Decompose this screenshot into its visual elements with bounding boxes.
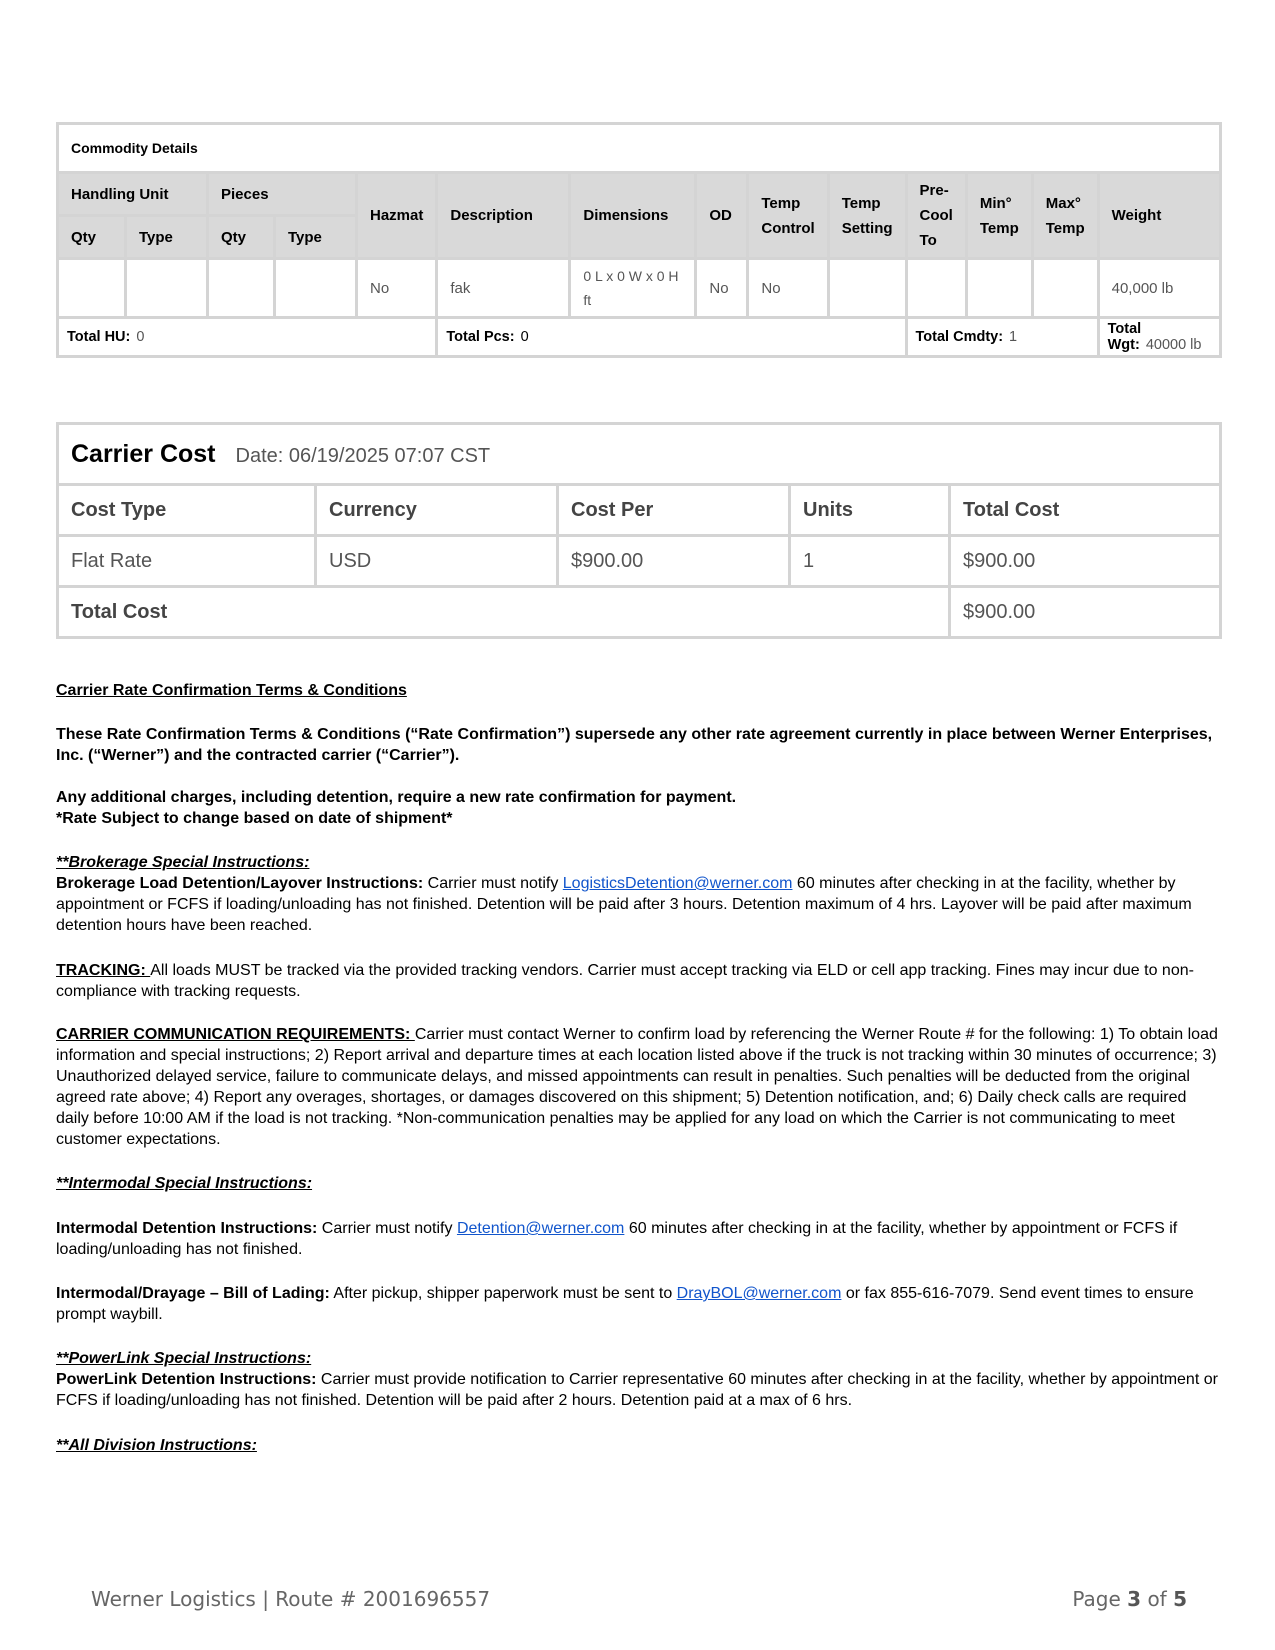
col-dimensions: Dimensions <box>570 173 696 259</box>
col-total-cost: Total Cost <box>950 485 1221 536</box>
col-pc-type: Type <box>275 216 357 259</box>
commodity-title: Commodity Details <box>58 124 1221 173</box>
cell-temp-setting <box>828 259 906 318</box>
terms-heading: Carrier Rate Confirmation Terms & Conditions <box>56 682 407 699</box>
brokerage-instructions <box>56 873 1220 936</box>
brokerage-text-post: 60 minutes after checking in at the facility, whether by appointment or FCFS if loading/unloading has not finished. Detention will be paid after 3 hours. Detention maximum of 4 hrs. Layover will be paid after maximum detention hours have been reached. <box>56 875 1192 934</box>
page-total: 5 <box>1173 1587 1187 1611</box>
col-description: Description <box>437 173 570 259</box>
commodity-totals-row <box>58 318 1221 357</box>
powerlink-heading: **PowerLink Special Instructions: <box>56 1350 312 1367</box>
powerlink-text: Carrier must provide notification to Carrier representative 60 minutes after checking in at the facility, whether by appointment or FCFS if loading/unloading has not finished. Detention will be paid after 2 hours. Detention paid at a max of 6 hrs. <box>56 1371 1218 1409</box>
cost-total-label: Total Cost <box>58 587 950 638</box>
drayage-text-post: or fax 855-616-7079. Send event times to ensure prompt waybill. <box>56 1285 1194 1323</box>
col-temp-control: Temp Control <box>748 173 828 259</box>
col-pieces: Pieces <box>208 173 357 216</box>
carrier-cost-header <box>58 424 1221 485</box>
col-handling-unit: Handling Unit <box>58 173 208 216</box>
total-pcs-label: Total Pcs: <box>446 329 515 345</box>
total-hu <box>58 318 437 357</box>
total-wgt <box>1098 318 1220 357</box>
total-hu-value: 0 <box>136 329 145 345</box>
footer-page-number <box>1072 1587 1187 1611</box>
terms-intro: These Rate Confirmation Terms & Conditions (“Rate Confirmation”) supersede any other rate agreement currently in place between Werner Enterprises, Inc. (“Werner”) and the contracted carrier (“Carrier”). <box>56 726 1213 764</box>
col-min-temp: Min° Temp <box>966 173 1032 259</box>
cost-row <box>58 536 1221 587</box>
intermodal-text-pre: Carrier must notify <box>317 1220 457 1237</box>
total-cmdty-value: 1 <box>1009 329 1018 345</box>
page-word: Page <box>1072 1587 1121 1611</box>
total-wgt-value: 40000 lb <box>1145 337 1202 353</box>
detention-email-link[interactable]: Detention@werner.com <box>456 1220 625 1237</box>
drayage-text-pre: After pickup, shipper paperwork must be sent to <box>329 1285 677 1302</box>
carrier-cost-date: Date: 06/19/2025 07:07 CST <box>235 444 491 467</box>
drayage-label: Intermodal/Drayage – Bill of Lading: <box>56 1285 330 1302</box>
intermodal-detention <box>56 1218 1220 1260</box>
currency-cell: USD <box>316 536 558 587</box>
col-hazmat: Hazmat <box>357 173 437 259</box>
footer-route: Werner Logistics | Route # 2001696557 <box>91 1587 491 1611</box>
col-max-temp: Max° Temp <box>1032 173 1098 259</box>
cell-dimensions: 0 L x 0 W x 0 H ft <box>570 259 696 318</box>
of-word: of <box>1147 1587 1167 1611</box>
terms-rate-subject: *Rate Subject to change based on date of shipment* <box>56 810 453 827</box>
total-pcs-value: 0 <box>520 329 529 345</box>
commodity-row <box>58 259 1221 318</box>
col-cost-per: Cost Per <box>558 485 790 536</box>
units-cell: 1 <box>790 536 950 587</box>
cell-pc-qty <box>208 259 275 318</box>
carrier-cost-title: Carrier Cost <box>71 439 216 468</box>
communication-paragraph <box>56 1024 1220 1150</box>
tracking-paragraph <box>56 960 1220 1002</box>
cost-type-cell: Flat Rate <box>58 536 316 587</box>
col-temp-setting: Temp Setting <box>828 173 906 259</box>
cell-temp-control: No <box>748 259 828 318</box>
powerlink-detention <box>56 1369 1220 1411</box>
cell-pc-type <box>275 259 357 318</box>
communication-label: CARRIER COMMUNICATION REQUIREMENTS: <box>56 1026 415 1043</box>
cell-hu-type <box>126 259 208 318</box>
cell-weight: 40,000 lb <box>1098 259 1220 318</box>
brokerage-label: Brokerage Load Detention/Layover Instructions: <box>56 875 424 892</box>
terms-section <box>56 680 1220 1456</box>
terms-additional-charges: Any additional charges, including detention, require a new rate confirmation for payment. <box>56 789 737 806</box>
draybol-email-link[interactable]: DrayBOL@werner.com <box>676 1285 842 1302</box>
col-units: Units <box>790 485 950 536</box>
total-pcs <box>437 318 906 357</box>
cell-od: No <box>696 259 748 318</box>
col-hu-qty: Qty <box>58 216 126 259</box>
col-currency: Currency <box>316 485 558 536</box>
cell-hazmat: No <box>357 259 437 318</box>
cost-total-row <box>58 587 1221 638</box>
commodity-details-table <box>56 122 1222 358</box>
all-division-heading: **All Division Instructions: <box>56 1437 257 1454</box>
col-od: OD <box>696 173 748 259</box>
brokerage-heading: **Brokerage Special Instructions: <box>56 854 310 871</box>
page-current: 3 <box>1127 1587 1142 1611</box>
carrier-cost-table <box>56 422 1222 639</box>
total-cmdty <box>906 318 1098 357</box>
total-cost-cell: $900.00 <box>950 536 1221 587</box>
intermodal-text-post: 60 minutes after checking in at the facility, whether by appointment or FCFS if loading/unloading has not finished. <box>56 1220 1178 1258</box>
logistics-detention-email-link[interactable]: LogisticsDetention@werner.com <box>562 875 793 892</box>
cell-hu-qty <box>58 259 126 318</box>
powerlink-label: PowerLink Detention Instructions: <box>56 1371 317 1388</box>
drayage-bol <box>56 1283 1220 1325</box>
tracking-label: TRACKING: <box>56 962 151 979</box>
cost-per-cell: $900.00 <box>558 536 790 587</box>
cell-max-temp <box>1032 259 1098 318</box>
col-pre-cool-to: Pre-Cool To <box>906 173 966 259</box>
brokerage-text-pre: Carrier must notify <box>423 875 563 892</box>
total-hu-label: Total HU: <box>67 329 131 345</box>
col-hu-type: Type <box>126 216 208 259</box>
total-wgt-label: Total Wgt: <box>1107 321 1142 353</box>
col-weight: Weight <box>1098 173 1220 259</box>
total-cmdty-label: Total Cmdty: <box>915 329 1004 345</box>
cost-total-value: $900.00 <box>950 587 1221 638</box>
tracking-text: All loads MUST be tracked via the provided tracking vendors. Carrier must accept tracking via ELD or cell app tracking. Fines may incur due to non-compliance with tracking requests. <box>56 962 1194 1000</box>
intermodal-heading: **Intermodal Special Instructions: <box>56 1175 313 1192</box>
intermodal-label: Intermodal Detention Instructions: <box>56 1220 318 1237</box>
cell-pre-cool-to <box>906 259 966 318</box>
cell-min-temp <box>966 259 1032 318</box>
communication-text: Carrier must contact Werner to confirm load by referencing the Werner Route # for the following: 1) To obtain load information and special instructions; 2) Report arrival and departure times at each location listed above if the truck is not tracking within 30 minutes of occurrence; 3) Unauthorized delayed service, failure to communicate delays, and missed appointments can result in penalties. Such penalties will be deducted from the original agreed rate above; 4) Report any overages, shortages, or damages discovered on this shipment; 5) Detention notification, and; 6) Daily check calls are required daily before 10:00 AM if the load is not tracking. *Non-communication penalties may be applied for any load on which the Carrier is not communicating to meet customer expectations. <box>56 1026 1218 1148</box>
cell-description: fak <box>437 259 570 318</box>
col-pc-qty: Qty <box>208 216 275 259</box>
col-cost-type: Cost Type <box>58 485 316 536</box>
